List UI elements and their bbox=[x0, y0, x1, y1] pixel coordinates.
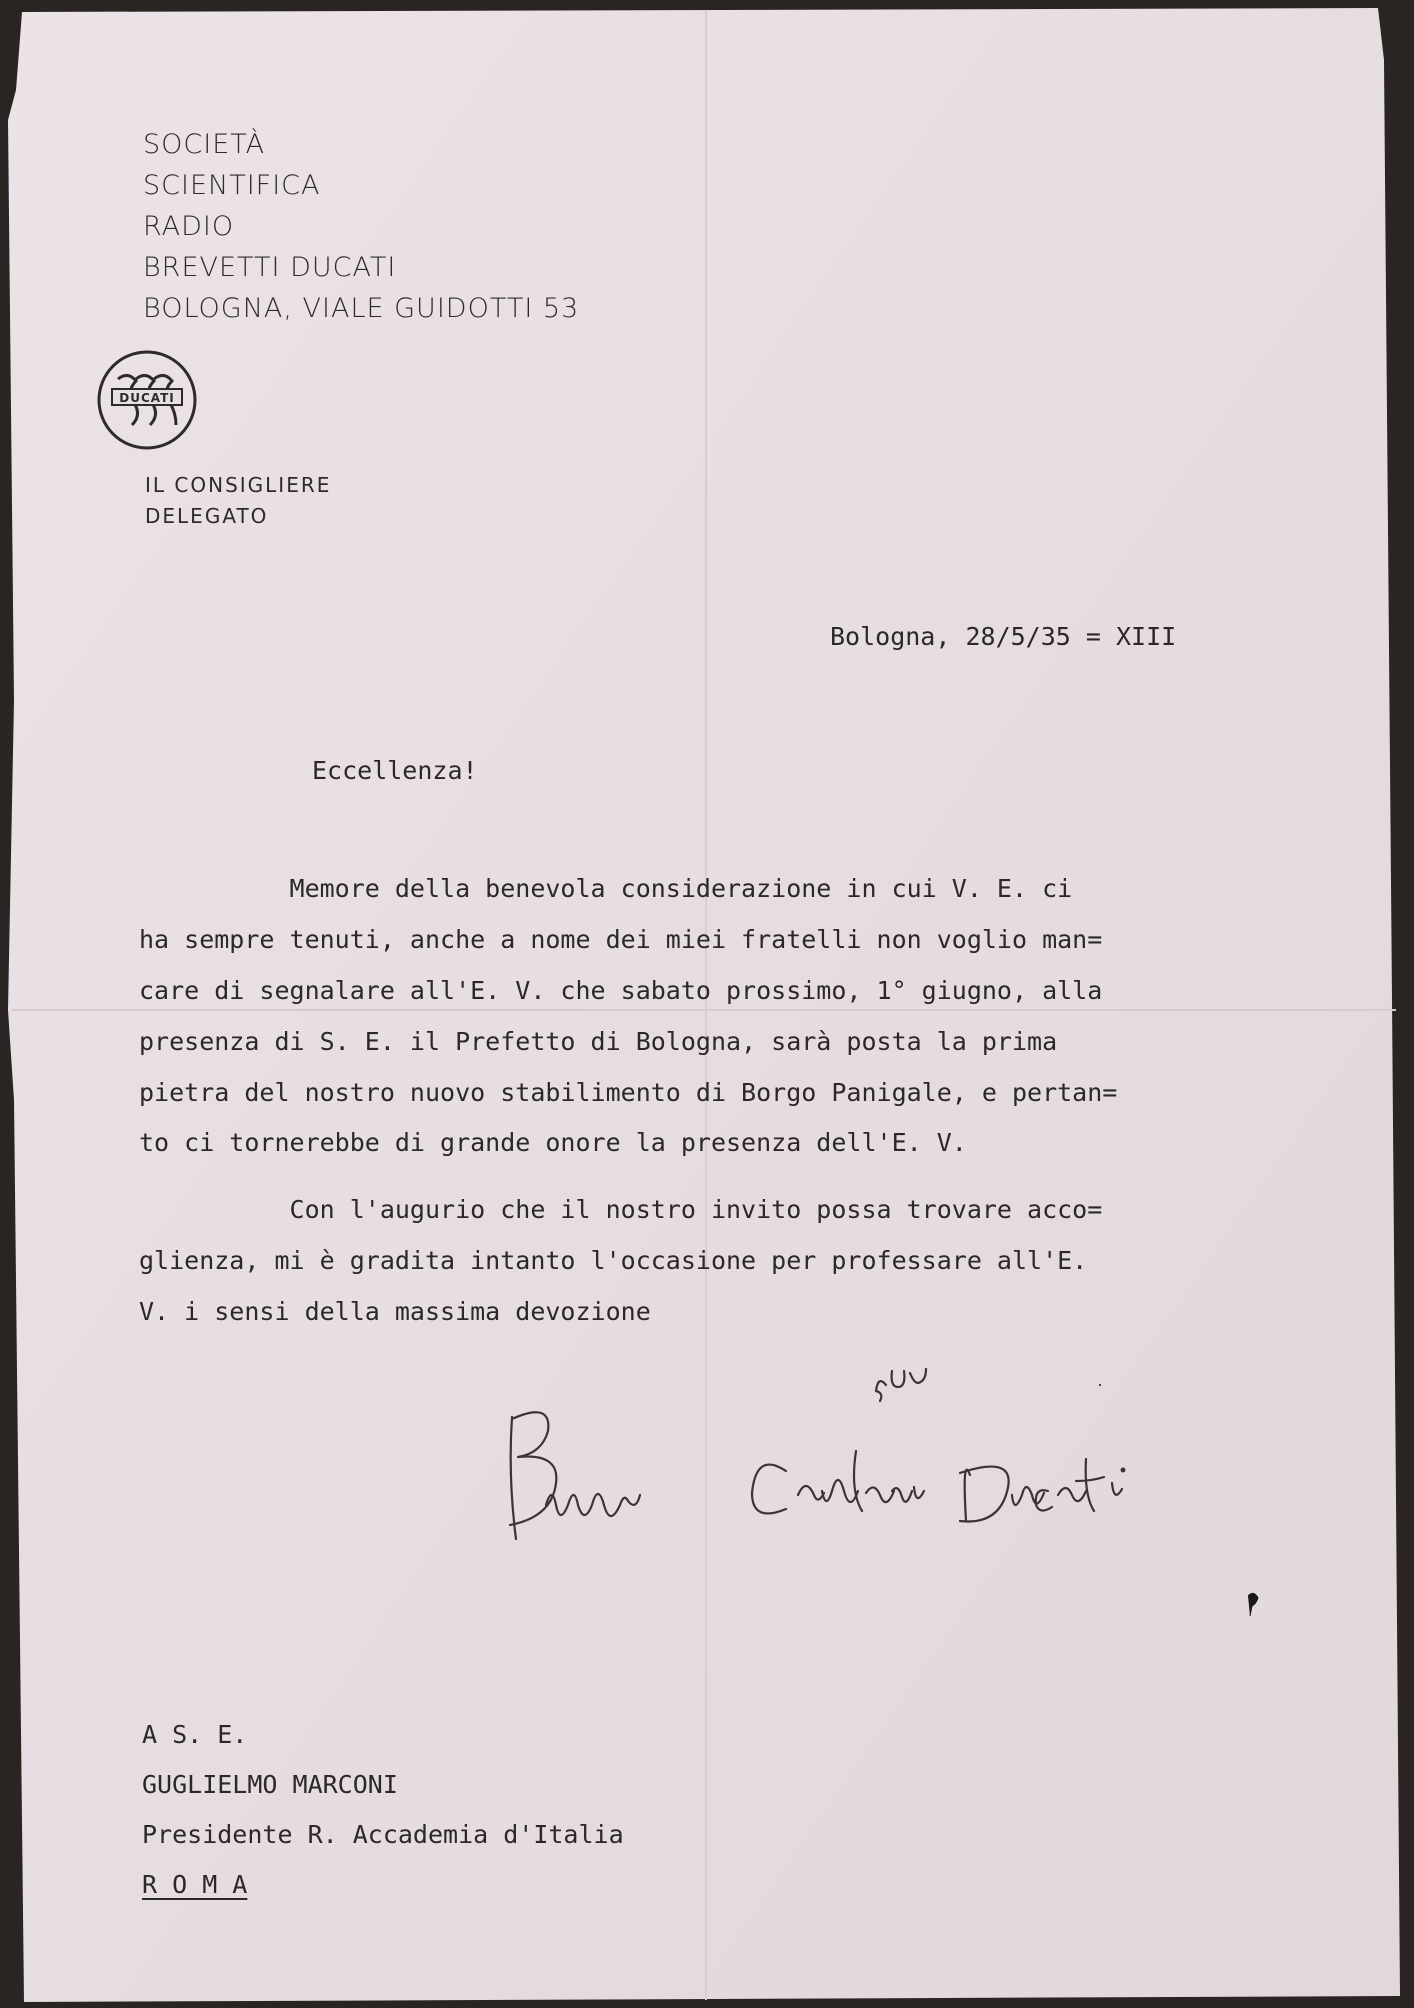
ducati-logo bbox=[96, 349, 198, 451]
handwritten-signature bbox=[500, 1355, 1360, 1555]
office-line: DELEGATO bbox=[145, 504, 269, 528]
ink-spot bbox=[1244, 1590, 1260, 1616]
letterhead-line: SCIENTIFICA bbox=[143, 170, 321, 201]
body-line: V. i sensi della massima devozione bbox=[139, 1297, 651, 1326]
letterhead bbox=[143, 124, 579, 329]
letterhead-line: SOCIETÀ bbox=[143, 129, 266, 160]
letterhead-line: RADIO bbox=[143, 211, 235, 242]
recipient-title: Presidente R. Accademia d'Italia bbox=[142, 1820, 624, 1849]
letter-date: Bologna, 28/5/35 = XIII bbox=[830, 622, 1177, 651]
letterhead-line: BOLOGNA, VIALE GUIDOTTI 53 bbox=[143, 293, 580, 324]
office-line: IL CONSIGLIERE bbox=[145, 473, 332, 497]
body-line: Memore della benevola considerazione in cui V. E. ci bbox=[139, 874, 1073, 903]
body-line: presenza di S. E. il Prefetto di Bologna, sarà posta la prima bbox=[139, 1027, 1058, 1056]
salutation: Eccellenza! bbox=[312, 756, 478, 785]
body-line: care di segnalare all'E. V. che sabato prossimo, 1° giugno, alla bbox=[139, 976, 1103, 1005]
body-line: Con l'augurio che il nostro invito possa trovare acco= bbox=[139, 1195, 1103, 1224]
letterhead-line: BREVETTI DUCATI bbox=[143, 252, 397, 283]
recipient-name: GUGLIELMO MARCONI bbox=[142, 1770, 398, 1799]
office-title bbox=[145, 470, 331, 532]
body-line: to ci tornerebbe di grande onore la presenza dell'E. V. bbox=[139, 1128, 967, 1157]
recipient-line: A S. E. bbox=[142, 1720, 248, 1749]
body-line: pietra del nostro nuovo stabilimento di Borgo Panigale, e pertan= bbox=[139, 1078, 1118, 1107]
body-line: glienza, mi è gradita intanto l'occasione per professare all'E. bbox=[139, 1246, 1088, 1275]
recipient-city: R O M A bbox=[142, 1870, 248, 1899]
body-line: ha sempre tenuti, anche a nome dei miei fratelli non voglio man= bbox=[139, 925, 1103, 954]
logo-wordmark: DUCATI bbox=[119, 391, 175, 405]
